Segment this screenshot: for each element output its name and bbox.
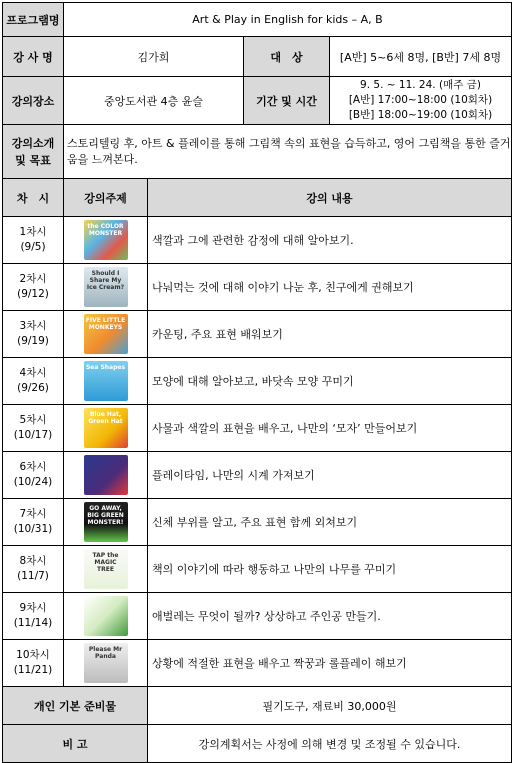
table-row xyxy=(3,217,512,264)
session-cell xyxy=(3,358,64,405)
topic-cell xyxy=(64,499,148,546)
table-row xyxy=(3,358,512,405)
session-number: 9차시 xyxy=(19,602,47,614)
program-value: Art & Play in English for kids – A, B xyxy=(64,3,512,37)
table-row xyxy=(3,405,512,452)
session-cell xyxy=(3,499,64,546)
session-date: (9/19) xyxy=(17,335,49,347)
book-cover-title: Should I Share My Ice Cream? xyxy=(86,270,125,291)
venue-label: 강의장소 xyxy=(3,77,64,125)
table-row xyxy=(3,264,512,311)
book-cover-title: the COLOR MONSTER xyxy=(87,223,124,237)
intro-label-line-2: 및 목표 xyxy=(15,153,51,167)
session-cell xyxy=(3,452,64,499)
book-cover-title: TAP the MAGIC TREE xyxy=(92,552,119,573)
session-date: (10/24) xyxy=(13,476,53,488)
book-cover-image xyxy=(84,596,128,636)
lecture-plan-table xyxy=(2,2,512,763)
column-header-row xyxy=(3,179,512,217)
session-number: 4차시 xyxy=(19,367,47,379)
session-cell xyxy=(3,264,64,311)
book-cover-image xyxy=(84,549,128,589)
book-cover-title: Blue Hat, Green Hat xyxy=(88,411,123,425)
book-cover-image xyxy=(84,502,128,542)
session-number: 10차시 xyxy=(16,649,50,661)
book-cover-image xyxy=(84,455,128,495)
venue-value: 중앙도서관 4층 윤슬 xyxy=(64,77,244,125)
table-row xyxy=(3,593,512,640)
session-number: 5차시 xyxy=(19,414,47,426)
content-cell: 책의 이야기에 따라 행동하고 나만의 나무를 꾸미기 xyxy=(148,546,512,593)
session-cell xyxy=(3,405,64,452)
content-cell: 모양에 대해 알아보고, 바닷속 모양 꾸미기 xyxy=(148,358,512,405)
intro-row xyxy=(3,125,512,179)
session-cell xyxy=(3,640,64,687)
period-class-a: [A반] 17:00~18:00 (10회차) xyxy=(348,94,493,106)
materials-label: 개인 기본 준비물 xyxy=(3,687,148,725)
topic-cell xyxy=(64,217,148,264)
table-row xyxy=(3,499,512,546)
content-cell: 카운팅, 주요 표현 배워보기 xyxy=(148,311,512,358)
instructor-value: 김가희 xyxy=(64,37,244,77)
session-date: (11/21) xyxy=(13,664,53,676)
note-value: 강의계획서는 사정에 의해 변경 및 조정될 수 있습니다. xyxy=(148,725,512,763)
program-row xyxy=(3,3,512,37)
table-row xyxy=(3,452,512,499)
session-date: (10/31) xyxy=(13,523,53,535)
topic-column-header: 강의주제 xyxy=(64,179,148,217)
content-cell: 상황에 적절한 표현을 배우고 짝꿍과 롤플레이 해보기 xyxy=(148,640,512,687)
topic-cell xyxy=(64,546,148,593)
program-label: 프로그램명 xyxy=(3,3,64,37)
session-date: (9/12) xyxy=(17,288,49,300)
session-cell xyxy=(3,217,64,264)
book-cover-image xyxy=(84,314,128,354)
session-date: (11/7) xyxy=(17,570,49,582)
topic-cell xyxy=(64,264,148,311)
topic-cell xyxy=(64,358,148,405)
table-row xyxy=(3,640,512,687)
session-date: (9/26) xyxy=(17,382,49,394)
period-value xyxy=(330,77,512,125)
book-cover-image xyxy=(84,267,128,307)
topic-cell xyxy=(64,593,148,640)
content-cell: 사물과 색깔의 표현을 배우고, 나만의 ‘모자’ 만들어보기 xyxy=(148,405,512,452)
session-date: (10/17) xyxy=(13,429,53,441)
book-cover-image xyxy=(84,220,128,260)
book-cover-title: FIVE LITTLE MONKEYS xyxy=(85,317,126,331)
venue-row xyxy=(3,77,512,125)
instructor-row xyxy=(3,37,512,77)
session-number: 7차시 xyxy=(19,508,47,520)
intro-label-line-1: 강의소개 xyxy=(11,136,55,150)
target-label: 대 상 xyxy=(244,37,330,77)
book-cover-title: GO AWAY, BIG GREEN MONSTER! xyxy=(87,505,124,526)
content-cell: 색깔과 그에 관련한 감정에 대해 알아보기. xyxy=(148,217,512,264)
note-row xyxy=(3,725,512,763)
table-row xyxy=(3,311,512,358)
intro-value: 스토리텔링 후, 아트 & 플레이를 통해 그림책 속의 표현을 습득하고, 영어 그림책을 통한 즐거움을 느껴본다. xyxy=(64,125,512,179)
content-cell: 플레이타임, 나만의 시계 가져보기 xyxy=(148,452,512,499)
materials-row xyxy=(3,687,512,725)
topic-cell xyxy=(64,640,148,687)
intro-label xyxy=(3,125,64,179)
materials-value: 필기도구, 재료비 30,000원 xyxy=(148,687,512,725)
table-row xyxy=(3,546,512,593)
topic-cell xyxy=(64,452,148,499)
content-column-header: 강의 내용 xyxy=(148,179,512,217)
instructor-label: 강 사 명 xyxy=(3,37,64,77)
session-date: (11/14) xyxy=(13,617,53,629)
period-label: 기간 및 시간 xyxy=(244,77,330,125)
period-class-b: [B반] 18:00~19:00 (10회차) xyxy=(348,109,493,121)
content-cell: 나눠먹는 것에 대해 이야기 나눈 후, 친구에게 권해보기 xyxy=(148,264,512,311)
session-number: 3차시 xyxy=(19,320,47,332)
book-cover-title: Sea Shapes xyxy=(85,364,126,371)
note-label: 비 고 xyxy=(3,725,148,763)
book-cover-image xyxy=(84,643,128,683)
session-date: (9/5) xyxy=(20,241,46,253)
period-dates: 9. 5. ~ 11. 24. (매주 금) xyxy=(360,79,481,91)
session-cell xyxy=(3,311,64,358)
session-number: 1차시 xyxy=(19,226,47,238)
book-cover-title: Please Mr Panda xyxy=(88,646,123,660)
session-number: 8차시 xyxy=(19,555,47,567)
content-cell: 애벌레는 무엇이 될까? 상상하고 주인공 만들기. xyxy=(148,593,512,640)
topic-cell xyxy=(64,405,148,452)
session-number: 6차시 xyxy=(19,461,47,473)
session-column-header: 차 시 xyxy=(3,179,64,217)
session-number: 2차시 xyxy=(19,273,47,285)
target-value: [A반] 5~6세 8명, [B반] 7세 8명 xyxy=(330,37,512,77)
session-cell xyxy=(3,593,64,640)
book-cover-image xyxy=(84,408,128,448)
book-cover-image xyxy=(84,361,128,401)
topic-cell xyxy=(64,311,148,358)
content-cell: 신체 부위를 알고, 주요 표현 함께 외쳐보기 xyxy=(148,499,512,546)
session-cell xyxy=(3,546,64,593)
